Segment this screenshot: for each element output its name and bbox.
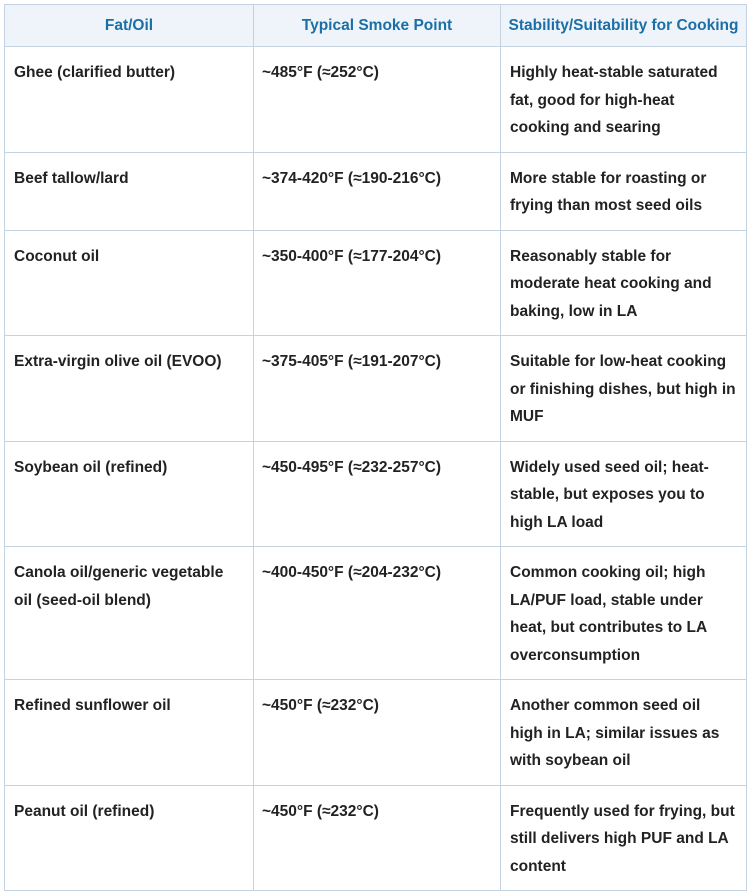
- table-row: [5, 547, 747, 680]
- table-row: [5, 680, 747, 786]
- cell-smoke-point: ~485°F (≈252°C): [254, 47, 501, 153]
- header-stability: Stability/Suitability for Cooking: [501, 5, 747, 47]
- cell-stability: Another common seed oil high in LA; similar issues as with soybean oil: [501, 680, 747, 786]
- cell-fat-oil: Extra-virgin olive oil (EVOO): [5, 336, 254, 442]
- cell-stability: Suitable for low-heat cooking or finishing dishes, but high in MUF: [501, 336, 747, 442]
- cell-stability: Frequently used for frying, but still delivers high PUF and LA content: [501, 785, 747, 891]
- cell-stability: More stable for roasting or frying than most seed oils: [501, 152, 747, 230]
- table-body: [5, 47, 747, 891]
- table-row: [5, 152, 747, 230]
- cell-fat-oil: Coconut oil: [5, 230, 254, 336]
- header-fat-oil: Fat/Oil: [5, 5, 254, 47]
- table-row: [5, 441, 747, 547]
- cell-smoke-point: ~450-495°F (≈232-257°C): [254, 441, 501, 547]
- table-header: [5, 5, 747, 47]
- cell-fat-oil: Refined sunflower oil: [5, 680, 254, 786]
- cell-stability: Widely used seed oil; heat-stable, but exposes you to high LA load: [501, 441, 747, 547]
- header-row: [5, 5, 747, 47]
- header-smoke-point: Typical Smoke Point: [254, 5, 501, 47]
- cell-smoke-point: ~375-405°F (≈191-207°C): [254, 336, 501, 442]
- cell-stability: Reasonably stable for moderate heat cooking and baking, low in LA: [501, 230, 747, 336]
- table-row: [5, 230, 747, 336]
- cell-stability: Common cooking oil; high LA/PUF load, stable under heat, but contributes to LA overconsumption: [501, 547, 747, 680]
- cell-fat-oil: Canola oil/generic vegetable oil (seed-oil blend): [5, 547, 254, 680]
- cell-fat-oil: Beef tallow/lard: [5, 152, 254, 230]
- cell-smoke-point: ~450°F (≈232°C): [254, 785, 501, 891]
- cell-fat-oil: Soybean oil (refined): [5, 441, 254, 547]
- cell-smoke-point: ~374-420°F (≈190-216°C): [254, 152, 501, 230]
- smoke-point-table: [4, 4, 747, 891]
- cell-smoke-point: ~450°F (≈232°C): [254, 680, 501, 786]
- table-row: [5, 785, 747, 891]
- cell-smoke-point: ~350-400°F (≈177-204°C): [254, 230, 501, 336]
- smoke-point-table-container: [4, 4, 746, 875]
- table-row: [5, 47, 747, 153]
- cell-smoke-point: ~400-450°F (≈204-232°C): [254, 547, 501, 680]
- cell-stability: Highly heat-stable saturated fat, good for high-heat cooking and searing: [501, 47, 747, 153]
- cell-fat-oil: Ghee (clarified butter): [5, 47, 254, 153]
- table-row: [5, 336, 747, 442]
- cell-fat-oil: Peanut oil (refined): [5, 785, 254, 891]
